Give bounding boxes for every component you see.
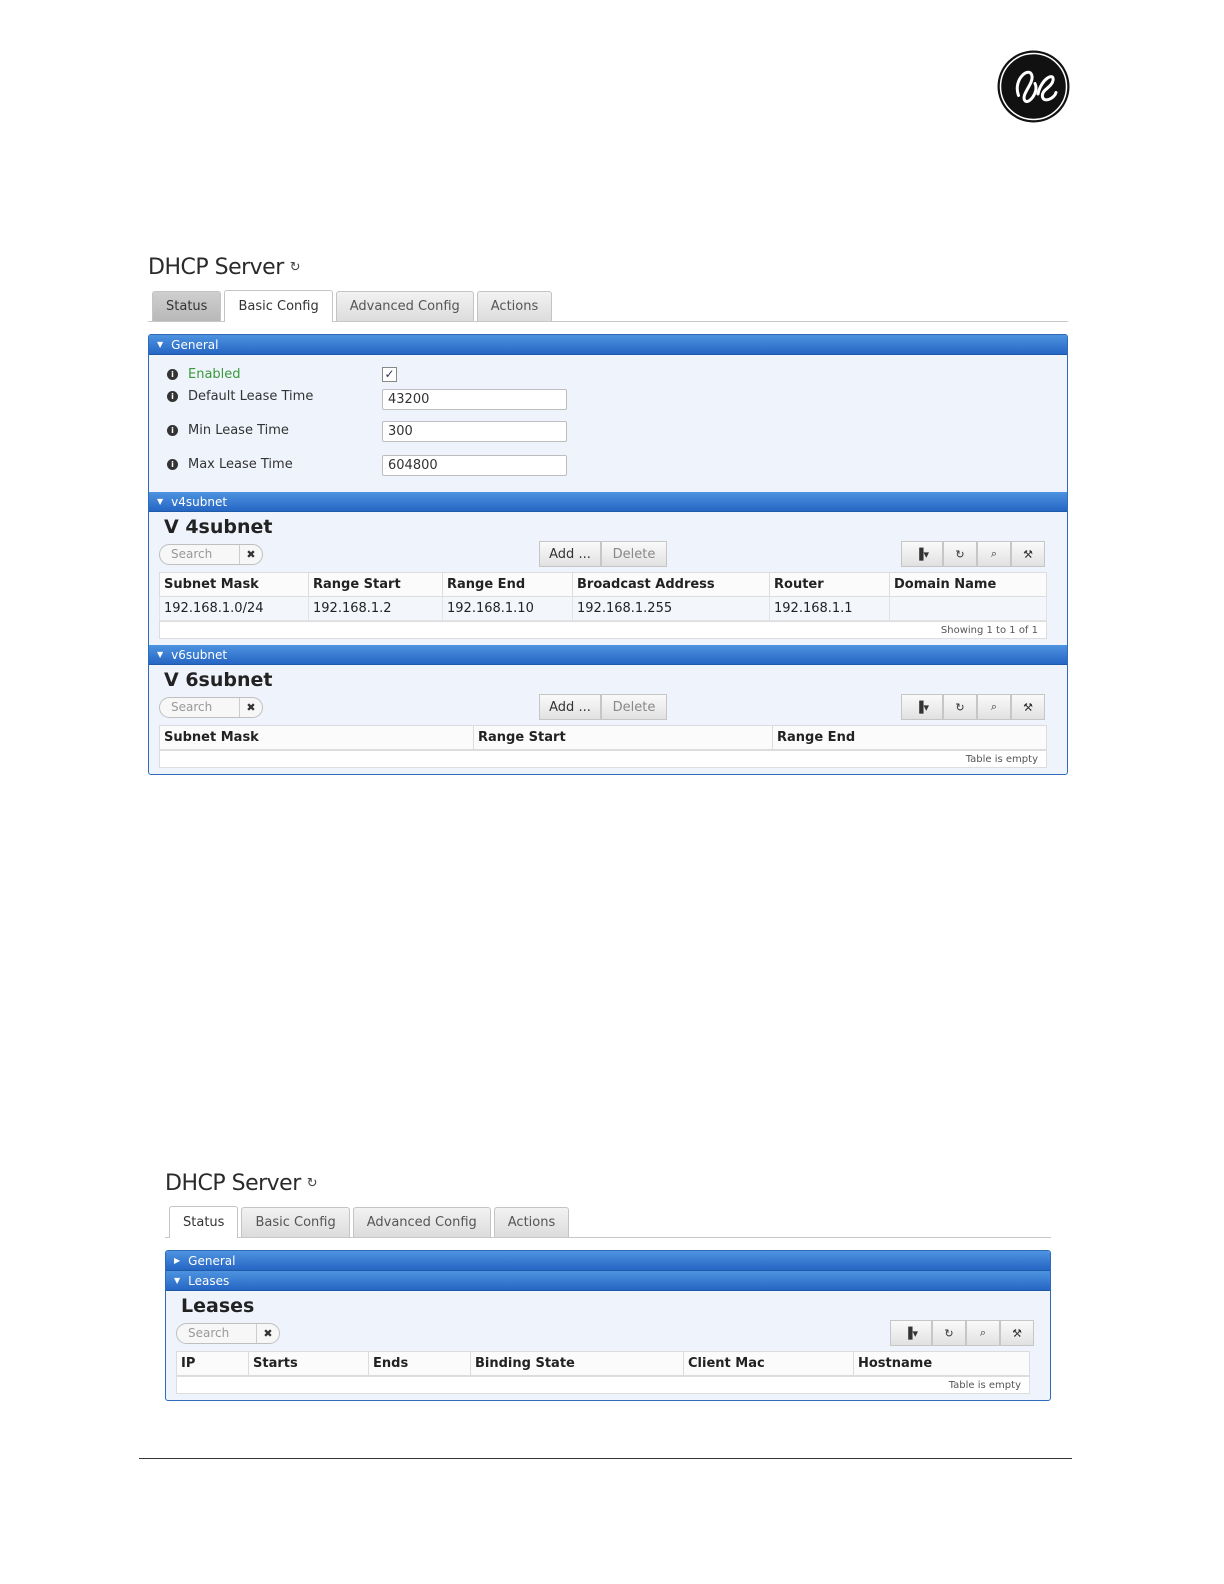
tab-basic-config[interactable]: Basic Config — [224, 290, 332, 322]
leases-section — [166, 1291, 1050, 1400]
column-header[interactable]: Hostname — [854, 1352, 1030, 1376]
table-cell: 192.168.1.2 — [309, 597, 443, 621]
section-header-v6subnet[interactable]: ▼ v6subnet — [149, 645, 1067, 665]
table-row[interactable] — [160, 597, 1047, 621]
column-header[interactable]: Client Mac — [684, 1352, 854, 1376]
section-title: Leases — [181, 1295, 255, 1317]
caret-down-icon: ▼ — [157, 650, 164, 659]
caret-right-icon: ▶ — [174, 1256, 181, 1265]
column-header[interactable]: IP — [177, 1352, 249, 1376]
page-title: DHCP Server ↻ — [165, 1170, 318, 1196]
column-header[interactable]: Range End — [773, 726, 1047, 750]
field-label: Default Lease Time — [188, 388, 314, 404]
section-title: V 6subnet — [164, 669, 273, 691]
add-button[interactable]: Add ... — [539, 694, 601, 720]
field-label: Enabled — [188, 366, 241, 382]
field-label: Max Lease Time — [188, 456, 293, 472]
tab-bar — [148, 290, 1068, 322]
screenshot-status — [165, 1168, 1051, 1401]
field-min-lease — [167, 419, 1051, 441]
caret-down-icon: ▼ — [157, 340, 164, 349]
column-header[interactable]: Binding State — [471, 1352, 684, 1376]
field-max-lease — [167, 453, 1051, 475]
leases-table — [176, 1351, 1030, 1376]
table-toolbar — [159, 540, 1047, 568]
columns-icon[interactable]: ▐▾ — [901, 541, 943, 567]
tab-actions[interactable]: Actions — [494, 1207, 570, 1237]
column-header[interactable]: Subnet Mask — [160, 573, 309, 597]
add-delete-group — [539, 541, 667, 567]
column-header[interactable]: Subnet Mask — [160, 726, 474, 750]
clear-icon[interactable]: ✖ — [239, 545, 262, 564]
v6subnet-table — [159, 725, 1047, 750]
table-header-row — [160, 573, 1047, 597]
field-enabled — [167, 363, 1051, 385]
column-header[interactable]: Range Start — [474, 726, 773, 750]
column-header[interactable]: Ends — [369, 1352, 471, 1376]
section-header-general[interactable]: ▶ General — [166, 1251, 1050, 1271]
section-title: V 4subnet — [164, 516, 273, 538]
column-header[interactable]: Starts — [249, 1352, 369, 1376]
table-cell: 192.168.1.1 — [770, 597, 890, 621]
max-lease-input[interactable]: 604800 — [382, 455, 567, 476]
footer-divider — [139, 1458, 1072, 1459]
refresh-icon[interactable]: ↻ — [306, 1175, 318, 1191]
caret-down-icon: ▼ — [174, 1276, 181, 1285]
delete-button[interactable]: Delete — [601, 541, 667, 567]
tab-advanced-config[interactable]: Advanced Config — [353, 1207, 491, 1237]
refresh-icon[interactable]: ↻ — [943, 694, 977, 720]
section-header-general[interactable]: ▼ General — [149, 335, 1067, 355]
table-tools — [901, 694, 1045, 720]
table-footer: Table is empty — [176, 1376, 1030, 1394]
column-header[interactable]: Domain Name — [890, 573, 1047, 597]
table-toolbar — [159, 693, 1047, 721]
info-icon: i — [167, 391, 178, 402]
enabled-checkbox[interactable]: ✓ — [382, 367, 397, 382]
ge-logo — [996, 49, 1071, 124]
clear-icon[interactable]: ✖ — [239, 698, 262, 717]
column-header[interactable]: Range End — [443, 573, 573, 597]
wrench-icon[interactable]: ⚒ — [1011, 694, 1045, 720]
table-cell — [890, 597, 1047, 621]
table-header-row — [177, 1352, 1030, 1376]
section-header-leases[interactable]: ▼ Leases — [166, 1271, 1050, 1291]
table-cell: 192.168.1.0/24 — [160, 597, 309, 621]
columns-icon[interactable]: ▐▾ — [890, 1320, 932, 1346]
field-label: Min Lease Time — [188, 422, 289, 438]
add-button[interactable]: Add ... — [539, 541, 601, 567]
general-form — [149, 355, 1067, 492]
table-cell: 192.168.1.255 — [573, 597, 770, 621]
table-footer: Showing 1 to 1 of 1 — [159, 621, 1047, 639]
refresh-icon[interactable]: ↻ — [932, 1320, 966, 1346]
search-input[interactable]: Search ✖ — [159, 544, 263, 565]
table-toolbar — [176, 1319, 1030, 1347]
tab-status[interactable]: Status — [152, 291, 221, 321]
search-input[interactable]: Search ✖ — [159, 697, 263, 718]
tab-basic-config[interactable]: Basic Config — [241, 1207, 349, 1237]
config-panel — [148, 334, 1068, 775]
info-icon: i — [167, 425, 178, 436]
search-icon[interactable]: ⌕ — [977, 694, 1011, 720]
table-footer: Table is empty — [159, 750, 1047, 768]
caret-down-icon: ▼ — [157, 497, 164, 506]
table-cell: 192.168.1.10 — [443, 597, 573, 621]
info-icon: i — [167, 459, 178, 470]
tab-advanced-config[interactable]: Advanced Config — [336, 291, 474, 321]
v6subnet-section — [149, 665, 1067, 774]
wrench-icon[interactable]: ⚒ — [1000, 1320, 1034, 1346]
v4subnet-section — [149, 512, 1067, 645]
status-panel — [165, 1250, 1051, 1401]
tab-status[interactable]: Status — [169, 1206, 238, 1238]
search-icon[interactable]: ⌕ — [977, 541, 1011, 567]
screenshot-basic-config — [148, 252, 1068, 775]
wrench-icon[interactable]: ⚒ — [1011, 541, 1045, 567]
add-delete-group — [539, 694, 667, 720]
tab-bar — [165, 1206, 1051, 1238]
table-header-row — [160, 726, 1047, 750]
refresh-icon[interactable]: ↻ — [289, 259, 301, 275]
min-lease-input[interactable]: 300 — [382, 421, 567, 442]
column-header[interactable]: Router — [770, 573, 890, 597]
column-header[interactable]: Broadcast Address — [573, 573, 770, 597]
table-tools — [890, 1320, 1034, 1346]
section-header-v4subnet[interactable]: ▼ v4subnet — [149, 492, 1067, 512]
tab-actions[interactable]: Actions — [477, 291, 553, 321]
columns-icon[interactable]: ▐▾ — [901, 694, 943, 720]
field-default-lease — [167, 385, 1051, 407]
column-header[interactable]: Range Start — [309, 573, 443, 597]
clear-icon[interactable]: ✖ — [256, 1324, 279, 1343]
search-input[interactable]: Search ✖ — [176, 1323, 280, 1344]
search-icon[interactable]: ⌕ — [966, 1320, 1000, 1346]
refresh-icon[interactable]: ↻ — [943, 541, 977, 567]
info-icon: i — [167, 369, 178, 380]
delete-button[interactable]: Delete — [601, 694, 667, 720]
page-title: DHCP Server ↻ — [148, 254, 301, 280]
v4subnet-table — [159, 572, 1047, 621]
default-lease-input[interactable]: 43200 — [382, 389, 567, 410]
table-tools — [901, 541, 1045, 567]
